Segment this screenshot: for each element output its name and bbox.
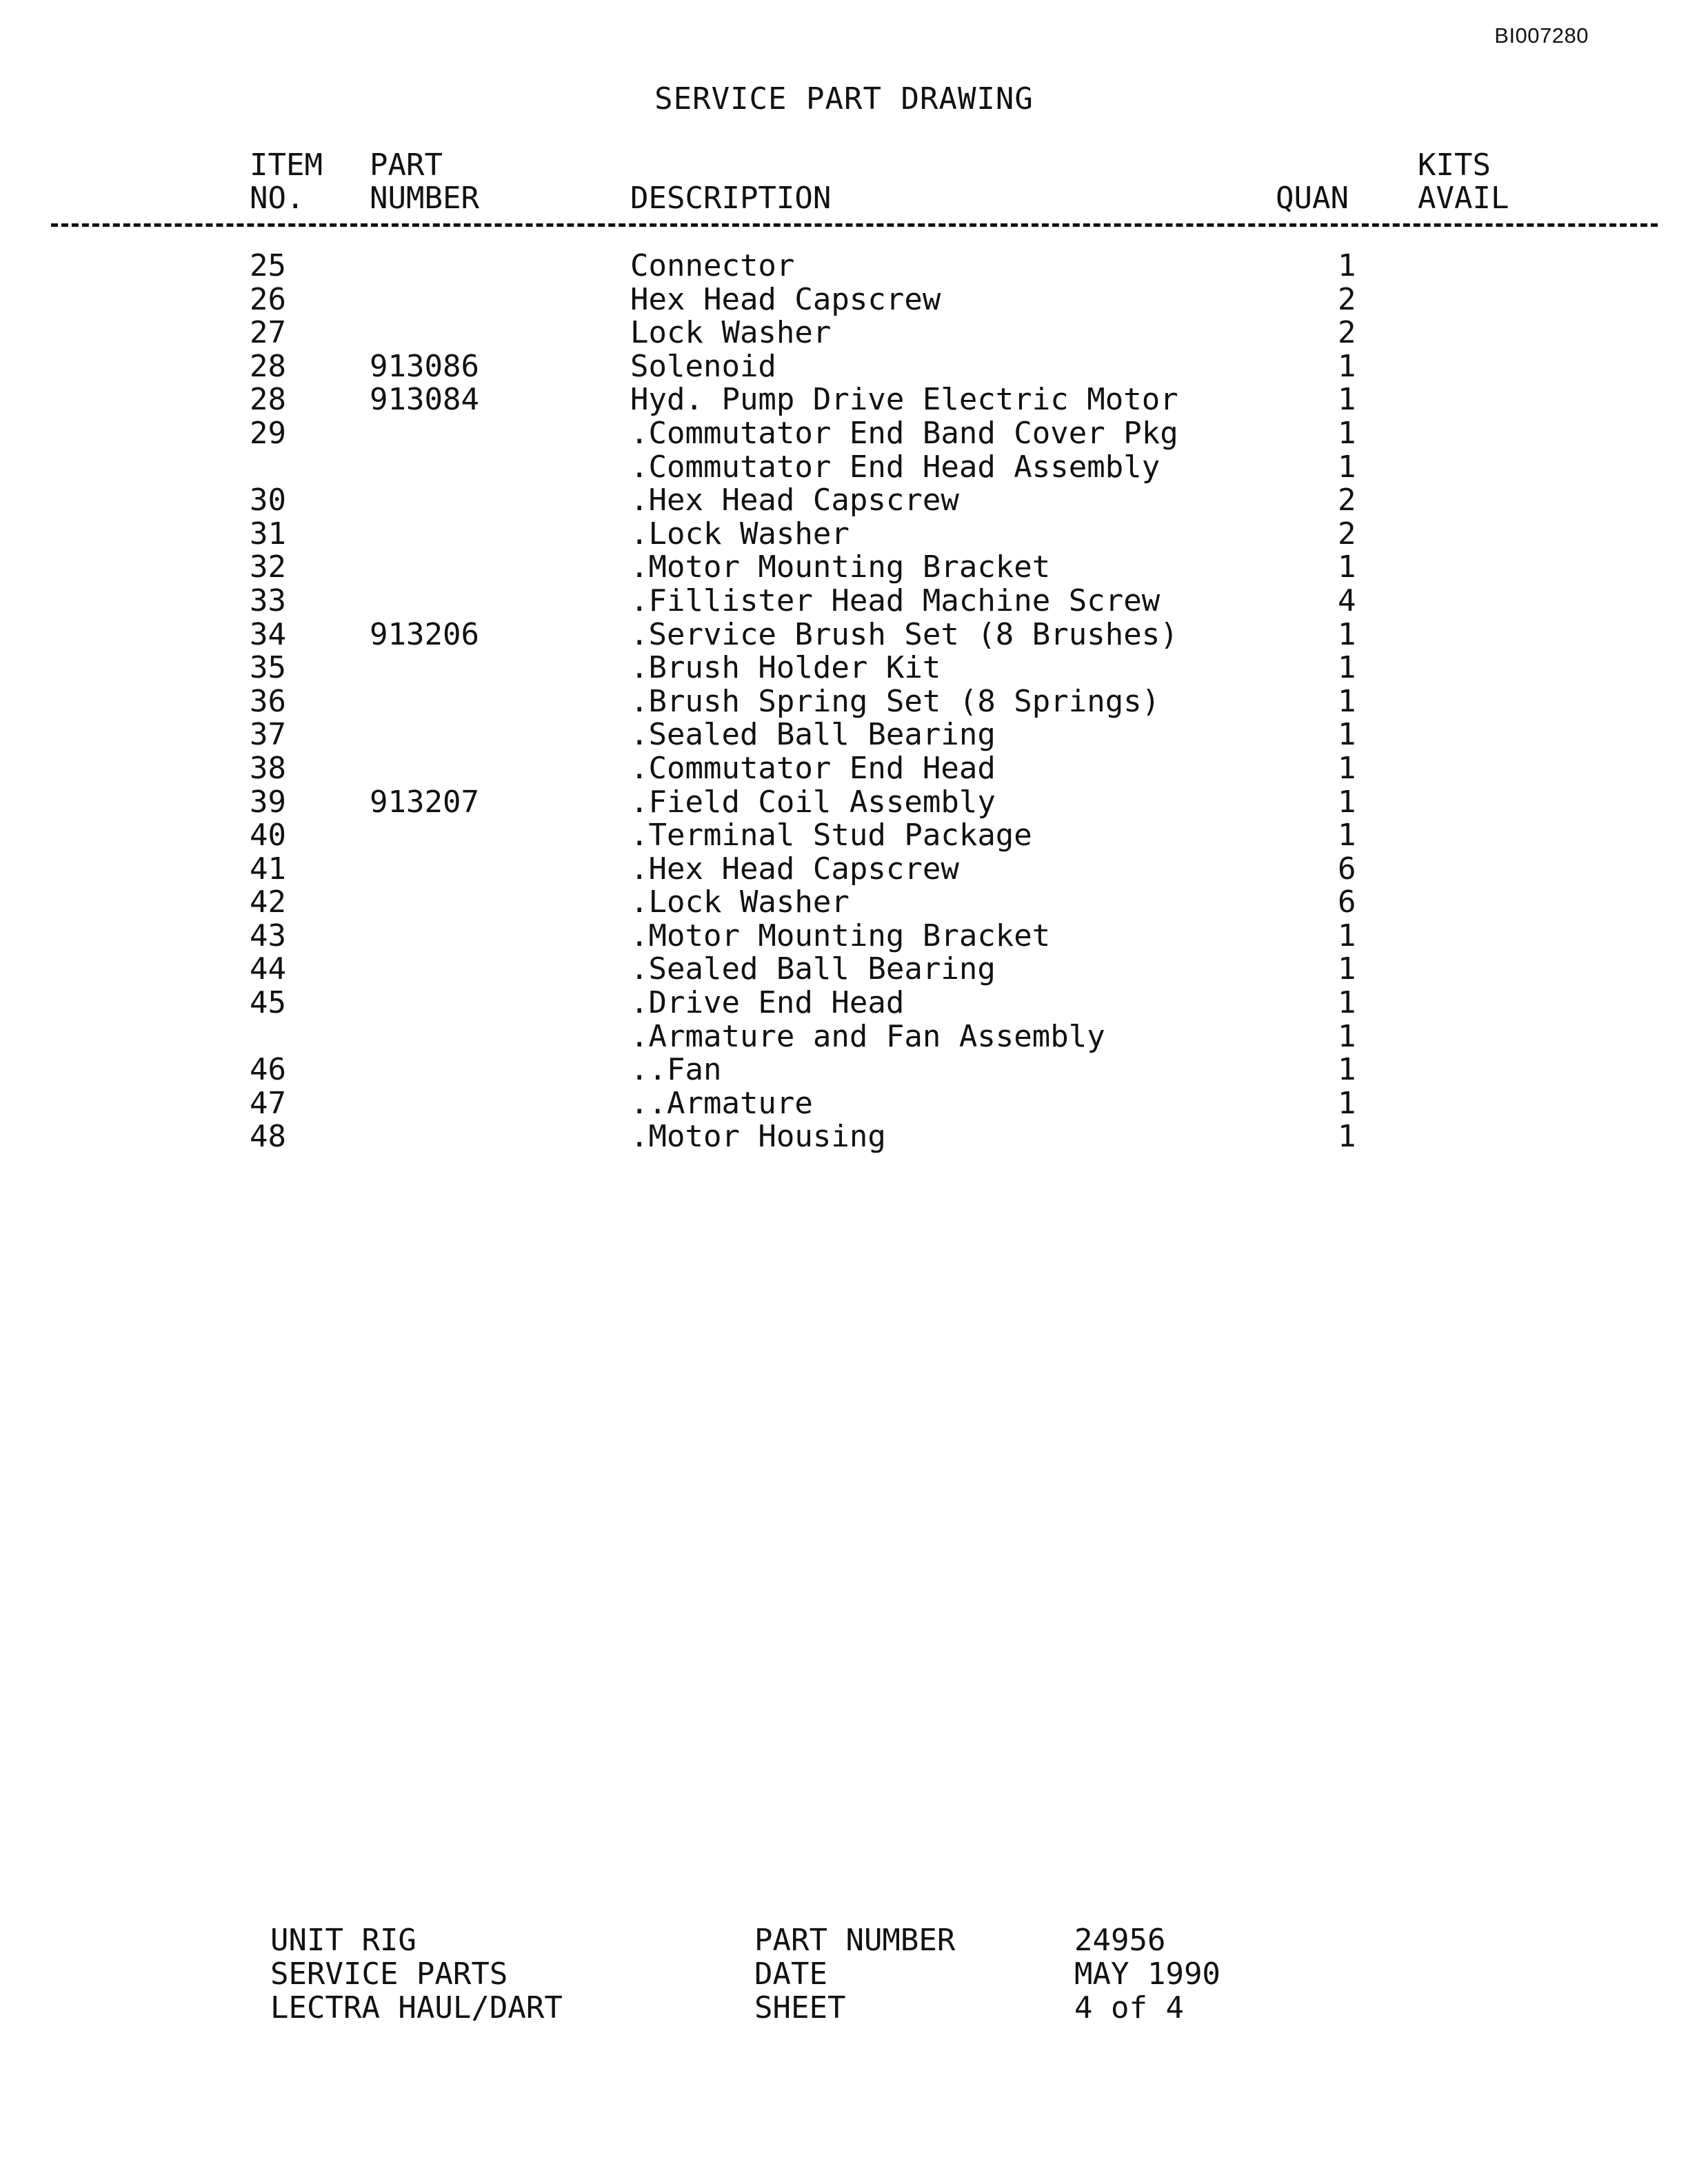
table-row: [0, 752, 1688, 786]
description: .Lock Washer: [630, 516, 850, 552]
title-block: [0, 1923, 1688, 2025]
quantity: 1: [1338, 449, 1356, 485]
item-number: 37: [250, 717, 286, 753]
footer-sheet-label: SHEET: [754, 1990, 846, 2025]
item-number: 36: [250, 683, 286, 719]
table-row: [0, 651, 1688, 685]
quantity: 1: [1338, 750, 1356, 786]
quantity: 1: [1338, 248, 1356, 283]
footer-row: [0, 1957, 1688, 1991]
item-number: 44: [250, 951, 286, 987]
document-id: BI007280: [1494, 23, 1589, 48]
table-row: [0, 585, 1688, 618]
item-number: 39: [250, 784, 286, 820]
item-number: 28: [250, 348, 286, 384]
item-number: 27: [250, 315, 286, 351]
item-number: 32: [250, 549, 286, 585]
header-kits-line2: AVAIL: [1418, 181, 1509, 216]
footer-row: [0, 1991, 1688, 2025]
quantity: 6: [1338, 851, 1356, 887]
description: .Brush Spring Set (8 Springs): [630, 683, 1160, 719]
item-number: 30: [250, 483, 286, 518]
description: .Brush Holder Kit: [630, 650, 941, 686]
description: .Fillister Head Machine Screw: [630, 583, 1160, 618]
quantity: 2: [1338, 281, 1356, 317]
description: .Motor Housing: [630, 1119, 886, 1155]
item-number: 33: [250, 583, 286, 618]
description: .Motor Mounting Bracket: [630, 918, 1051, 953]
quantity: 1: [1338, 382, 1356, 418]
description: .Field Coil Assembly: [630, 784, 996, 820]
table-row: [0, 518, 1688, 552]
description: ..Armature: [630, 1085, 813, 1121]
quantity: 1: [1338, 1085, 1356, 1121]
table-row: [0, 953, 1688, 987]
table-row: [0, 987, 1688, 1020]
header-description: DESCRIPTION: [630, 181, 832, 216]
footer-dept: SERVICE PARTS: [270, 1957, 508, 1992]
quantity: 1: [1338, 348, 1356, 384]
quantity: 1: [1338, 650, 1356, 686]
table-row: [0, 350, 1688, 384]
description: .Service Brush Set (8 Brushes): [630, 616, 1178, 652]
item-number: 46: [250, 1052, 286, 1088]
description: .Hex Head Capscrew: [630, 851, 959, 887]
part-number: 913086: [370, 348, 479, 384]
quantity: 1: [1338, 683, 1356, 719]
quantity: 1: [1338, 415, 1356, 451]
quantity: 4: [1338, 583, 1356, 618]
table-row: [0, 920, 1688, 953]
header-divider: [51, 223, 1658, 227]
description: .Sealed Ball Bearing: [630, 717, 996, 753]
table-row: [0, 417, 1688, 451]
table-row: [0, 618, 1688, 652]
item-number: 34: [250, 616, 286, 652]
header-quan: QUAN: [1276, 181, 1349, 216]
item-number: 48: [250, 1119, 286, 1155]
item-number: 38: [250, 750, 286, 786]
table-row: [0, 685, 1688, 719]
table-row: [0, 1053, 1688, 1087]
quantity: 1: [1338, 549, 1356, 585]
item-number: 43: [250, 918, 286, 953]
description: .Sealed Ball Bearing: [630, 951, 996, 987]
quantity: 1: [1338, 1018, 1356, 1054]
footer-date-value: MAY 1990: [1074, 1957, 1220, 1992]
parts-list: [0, 250, 1688, 1154]
item-number: 47: [250, 1085, 286, 1121]
table-row: [0, 283, 1688, 317]
description: .Commutator End Head: [630, 750, 996, 786]
table-row: [0, 316, 1688, 350]
header-part-line2: NUMBER: [370, 181, 479, 216]
footer-company: UNIT RIG: [270, 1923, 416, 1958]
table-row: [0, 1120, 1688, 1154]
description: Solenoid: [630, 348, 776, 384]
quantity: 6: [1338, 884, 1356, 920]
quantity: 1: [1338, 1052, 1356, 1088]
description: ..Fan: [630, 1052, 722, 1088]
quantity: 1: [1338, 1119, 1356, 1155]
item-number: 25: [250, 248, 286, 283]
quantity: 1: [1338, 784, 1356, 820]
table-row: [0, 1020, 1688, 1054]
quantity: 1: [1338, 818, 1356, 853]
item-number: 41: [250, 851, 286, 887]
item-number: 26: [250, 281, 286, 317]
quantity: 2: [1338, 315, 1356, 351]
item-number: 28: [250, 382, 286, 418]
footer-date-label: DATE: [754, 1957, 827, 1992]
description: .Commutator End Head Assembly: [630, 449, 1160, 485]
item-number: 35: [250, 650, 286, 686]
description: Lock Washer: [630, 315, 832, 351]
description: .Drive End Head: [630, 985, 905, 1021]
quantity: 2: [1338, 483, 1356, 518]
item-number: 40: [250, 818, 286, 853]
footer-part-number-value: 24956: [1074, 1923, 1166, 1958]
description: Hyd. Pump Drive Electric Motor: [630, 382, 1178, 418]
quantity: 1: [1338, 985, 1356, 1021]
header-kits-line1: KITS: [1418, 148, 1491, 183]
header-item-line1: ITEM: [250, 148, 323, 183]
part-number: 913207: [370, 784, 479, 820]
quantity: 2: [1338, 516, 1356, 552]
footer-sheet-value: 4 of 4: [1074, 1990, 1184, 2025]
description: .Commutator End Band Cover Pkg: [630, 415, 1178, 451]
page-title: SERVICE PART DRAWING: [654, 81, 1034, 117]
quantity: 1: [1338, 951, 1356, 987]
description: .Terminal Stud Package: [630, 818, 1032, 853]
item-number: 45: [250, 985, 286, 1021]
description: Connector: [630, 248, 795, 283]
description: .Armature and Fan Assembly: [630, 1018, 1105, 1054]
table-row: [0, 250, 1688, 283]
item-number: 29: [250, 415, 286, 451]
table-row: [0, 383, 1688, 417]
item-number: 42: [250, 884, 286, 920]
table-row: [0, 819, 1688, 853]
item-number: 31: [250, 516, 286, 552]
description: .Motor Mounting Bracket: [630, 549, 1051, 585]
quantity: 1: [1338, 717, 1356, 753]
table-row: [0, 853, 1688, 887]
header-item-line2: NO.: [250, 181, 305, 216]
table-row: [0, 484, 1688, 518]
description: Hex Head Capscrew: [630, 281, 941, 317]
table-row: [0, 451, 1688, 485]
description: .Hex Head Capscrew: [630, 483, 959, 518]
quantity: 1: [1338, 918, 1356, 953]
table-row: [0, 718, 1688, 752]
header-part-line1: PART: [370, 148, 443, 183]
table-row: [0, 786, 1688, 820]
table-row: [0, 551, 1688, 585]
table-row: [0, 886, 1688, 920]
quantity: 1: [1338, 616, 1356, 652]
part-number: 913084: [370, 382, 479, 418]
footer-part-number-label: PART NUMBER: [754, 1923, 956, 1958]
description: .Lock Washer: [630, 884, 850, 920]
part-number: 913206: [370, 616, 479, 652]
table-row: [0, 1087, 1688, 1121]
footer-row: [0, 1923, 1688, 1957]
footer-product: LECTRA HAUL/DART: [270, 1990, 563, 2025]
